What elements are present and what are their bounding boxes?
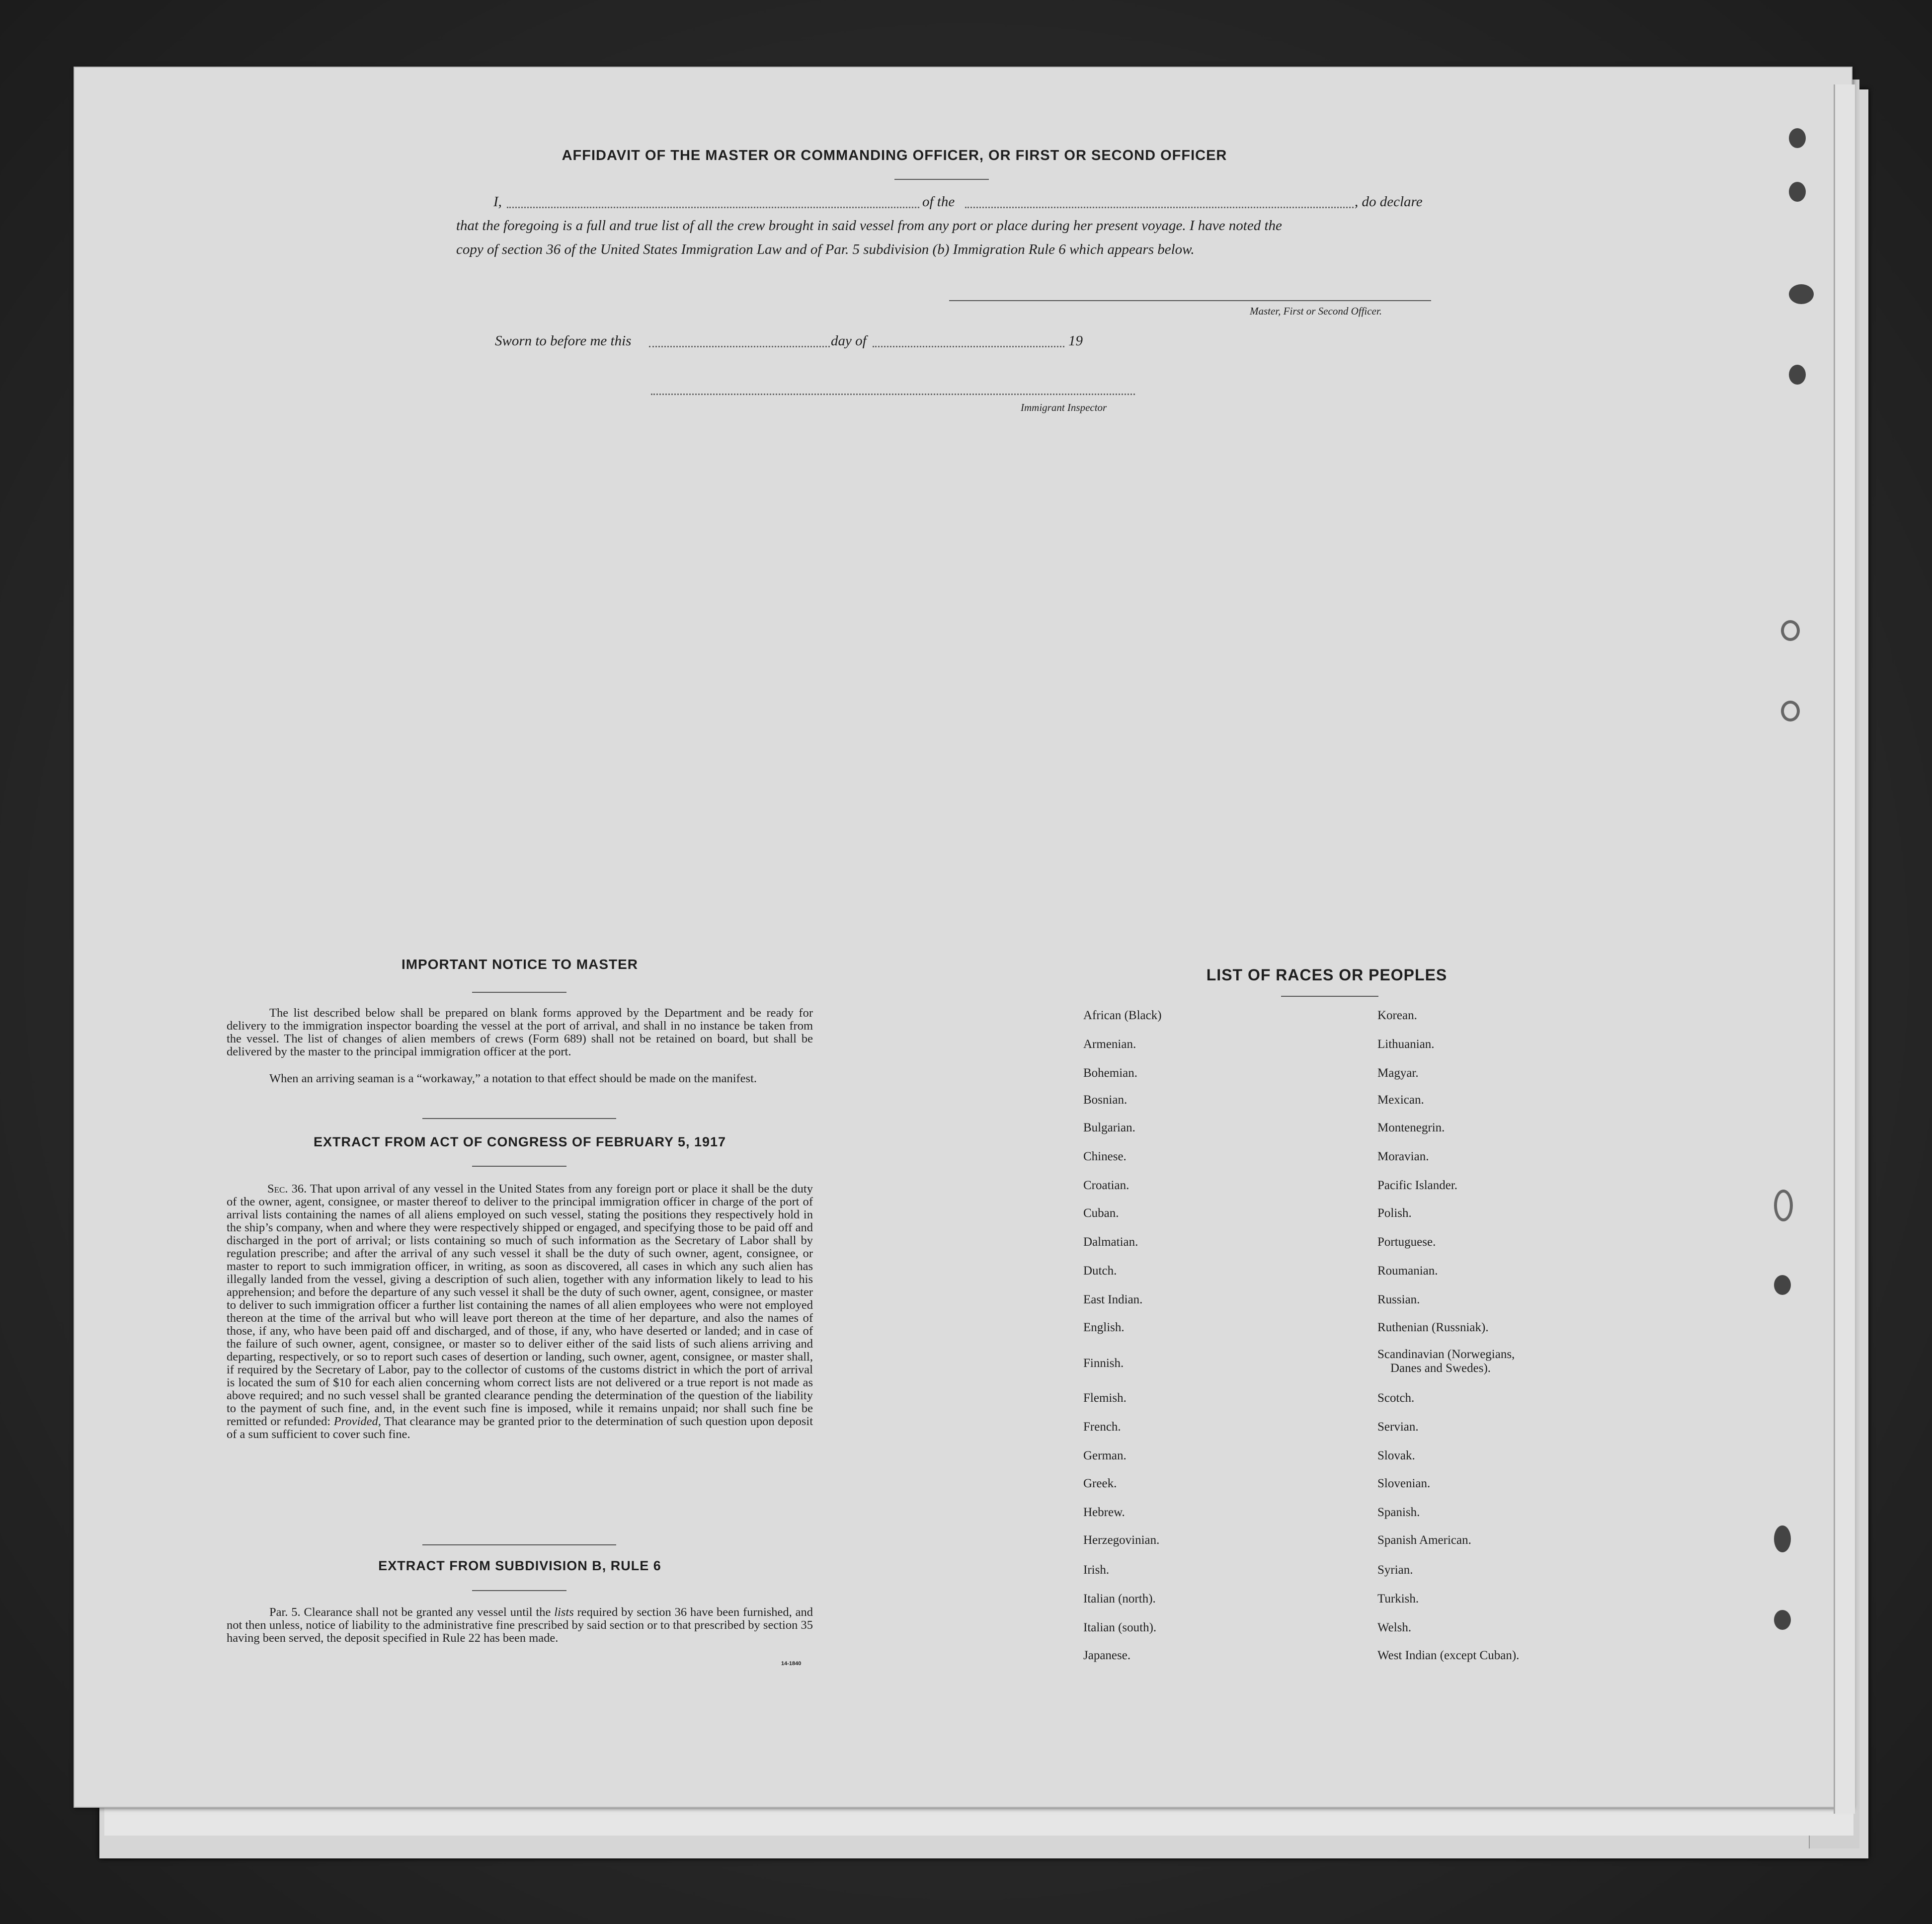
race-item: Pacific Islander. bbox=[1377, 1179, 1458, 1192]
day-of-label: day of bbox=[831, 333, 867, 349]
act-body-end: That clearance may be granted prior to the determination of such question upon deposit of a sum sufficient to cover such fine. bbox=[227, 1415, 813, 1441]
race-item-continuation: Danes and Swedes). bbox=[1390, 1362, 1491, 1375]
rule-text-start: Par. 5. Clearance shall not be granted any vessel until the bbox=[269, 1605, 551, 1619]
race-item: Moravian. bbox=[1377, 1150, 1429, 1163]
title-rule bbox=[894, 179, 989, 180]
provided-label: Provided, bbox=[333, 1415, 381, 1428]
vessel-name-line[interactable] bbox=[965, 193, 1354, 208]
race-item: Hebrew. bbox=[1083, 1506, 1125, 1519]
binder-ring-icon bbox=[1774, 1190, 1793, 1221]
binder-hole-icon bbox=[1774, 1525, 1791, 1552]
race-item: Japanese. bbox=[1083, 1649, 1131, 1662]
race-item: Italian (south). bbox=[1083, 1621, 1157, 1634]
race-item: German. bbox=[1083, 1449, 1127, 1462]
race-item: Bohemian. bbox=[1083, 1066, 1138, 1080]
rule-title: EXTRACT FROM SUBDIVISION B, RULE 6 bbox=[378, 1558, 661, 1573]
binder-hole-icon bbox=[1774, 1610, 1791, 1630]
act-title: EXTRACT FROM ACT OF CONGRESS OF FEBRUARY 5, 1917 bbox=[313, 1134, 726, 1149]
race-item: Dalmatian. bbox=[1083, 1235, 1138, 1249]
sworn-day-line[interactable] bbox=[649, 333, 830, 347]
year-prefix: 19 bbox=[1068, 333, 1083, 349]
race-item: Roumanian. bbox=[1377, 1264, 1438, 1278]
race-item: Slovenian. bbox=[1377, 1477, 1431, 1490]
race-item: Bosnian. bbox=[1083, 1093, 1127, 1107]
inspector-signature-line[interactable] bbox=[651, 381, 1135, 395]
lists-word: lists bbox=[554, 1605, 574, 1619]
section-label: Sec. 36. bbox=[267, 1182, 307, 1196]
affidavit-statement-line2: copy of section 36 of the United States Immigration Law and of Par. 5 subdivision (b) Immigration Rule 6 which appears below. bbox=[456, 241, 1195, 257]
manifest-page bbox=[74, 67, 1852, 1808]
race-item: Magyar. bbox=[1377, 1066, 1419, 1080]
notice-paragraph2: When an arriving seaman is a “workaway,” a notation to that effect should be made on the manifest. bbox=[269, 1072, 757, 1085]
act-top-rule bbox=[422, 1118, 616, 1119]
notice-title: IMPORTANT NOTICE TO MASTER bbox=[401, 957, 639, 972]
race-item: Bulgarian. bbox=[1083, 1121, 1135, 1134]
binder-hole-icon bbox=[1789, 182, 1806, 202]
race-item: Servian. bbox=[1377, 1420, 1419, 1434]
page-bottom-edge bbox=[104, 1806, 1853, 1836]
act-rule bbox=[472, 1166, 566, 1167]
binder-ring-icon bbox=[1781, 701, 1800, 722]
race-item: Ruthenian (Russniak). bbox=[1377, 1321, 1489, 1334]
rule-paragraph bbox=[227, 1606, 813, 1645]
officer-name-line[interactable] bbox=[507, 193, 919, 208]
race-item: Syrian. bbox=[1377, 1563, 1413, 1577]
sworn-label: Sworn to before me this bbox=[495, 333, 632, 349]
race-item: Lithuanian. bbox=[1377, 1038, 1435, 1051]
affidavit-of-the-label: of the bbox=[922, 194, 955, 210]
affidavit-statement-line1: that the foregoing is a full and true list of all the crew brought in said vessel from any port or place during her present voyage. I have noted the bbox=[456, 218, 1282, 234]
affidavit-do-declare: , do declare bbox=[1355, 194, 1423, 210]
binder-ring-icon bbox=[1781, 620, 1800, 641]
binder-hole-icon bbox=[1774, 1275, 1791, 1295]
race-item: Portuguese. bbox=[1377, 1235, 1436, 1249]
race-item: Montenegrin. bbox=[1377, 1121, 1445, 1134]
act-section-36-text bbox=[227, 1183, 813, 1441]
binder-hole-icon bbox=[1789, 365, 1806, 385]
act-body: That upon arrival of any vessel in the United States from any foreign port or place it shall be the duty of the owner, agent, consignee, or master thereof to deliver to the principal immigration officer in charge of the port of arrival lists containing the names of all aliens employed on such vessel, stating the positions they respectively hold in the ship’s company, when and where they were respectively shipped or engaged, and specifying those to be paid off and discharged in the port of arrival; or lists containing so much of such information as the Secretary of Labor shall by regulation prescribe; and after the arrival of any such vessel it shall be the duty of such owner, agent, consignee, or master to report to such immigration officer, in writing, as soon as discovered, all cases in which any such alien has illegally landed from the vessel, giving a description of such alien, together with any information likely to lead to his apprehension; and before the departure of any such vessel it shall be the duty of such owner, agent, consignee, or master to deliver to such immigration officer a further list containing the names of all alien employees who were not employed thereon at the time of the arrival but who will leave port thereon at the time of her departure, and also the names of those, if any, who have been paid off and discharged, and of those, if any, who have deserted or landed; and in case of the failure of such owner, agent, consignee, or master so to deliver either of the said lists of such aliens arriving and departing, respectively, or so to report such cases of desertion or landing, such owner, agent, consignee, or master shall, if required by the Secretary of Labor, pay to the collector of customs of the customs district in which the port of arrival is located the sum of $10 for each alien concerning whom correct lists are not delivered or a true report is not made as above required; and no such vessel shall be granted clearance pending the determination of the question of the liability to the payment of such fine, and, in the event such fine is imposed, while it remains unpaid; nor shall such fine be remitted or refunded: bbox=[227, 1182, 813, 1428]
race-item: Scotch. bbox=[1377, 1391, 1415, 1405]
races-rule bbox=[1281, 996, 1378, 997]
rule-rule bbox=[472, 1590, 566, 1591]
race-item: East Indian. bbox=[1083, 1293, 1143, 1306]
race-item: Spanish. bbox=[1377, 1506, 1420, 1519]
race-item: Korean. bbox=[1377, 1009, 1417, 1022]
master-signature-label: Master, First or Second Officer. bbox=[1250, 305, 1382, 317]
sworn-month-line[interactable] bbox=[873, 333, 1064, 347]
race-item: French. bbox=[1083, 1420, 1121, 1434]
master-signature-line[interactable] bbox=[949, 300, 1431, 301]
race-item: Flemish. bbox=[1083, 1391, 1127, 1405]
race-item: Cuban. bbox=[1083, 1206, 1119, 1220]
race-item: Dutch. bbox=[1083, 1264, 1117, 1278]
race-item: Greek. bbox=[1083, 1477, 1117, 1490]
race-item: Italian (north). bbox=[1083, 1592, 1156, 1605]
page-right-edge bbox=[1834, 84, 1855, 1814]
notice-paragraph1: The list described below shall be prepared on blank forms approved by the Department and be ready for delivery to the immigration inspector boarding the vessel at the port of arrival, and shall in no instance be taken from the vessel. The list of changes of alien members of crews (Form 689) shall not be retained on board, but shall be delivered by the master to the principal immigration officer at the port. bbox=[227, 1006, 813, 1058]
race-item: Spanish American. bbox=[1377, 1533, 1471, 1547]
race-item: Turkish. bbox=[1377, 1592, 1419, 1605]
race-item: English. bbox=[1083, 1321, 1125, 1334]
rule-top-rule bbox=[422, 1544, 616, 1545]
race-item: Slovak. bbox=[1377, 1449, 1415, 1462]
race-item: Chinese. bbox=[1083, 1150, 1127, 1163]
race-item: Herzegovinian. bbox=[1083, 1533, 1160, 1547]
race-item: Welsh. bbox=[1377, 1621, 1412, 1634]
rule-text-end: required by section 36 have been furnished, and not then unless, notice of liability to the administrative fine prescribed by said section or to that prescribed by section 35 having been served, the deposit specified in Rule 22 has been made. bbox=[227, 1605, 813, 1645]
notice-rule bbox=[472, 992, 566, 993]
form-number: 14-1840 bbox=[781, 1661, 802, 1667]
race-item: Mexican. bbox=[1377, 1093, 1424, 1107]
binder-clip-icon bbox=[1789, 284, 1814, 304]
race-item: African (Black) bbox=[1083, 1009, 1162, 1022]
race-item: Armenian. bbox=[1083, 1038, 1136, 1051]
affidavit-i-label: I, bbox=[493, 194, 502, 210]
race-item: Finnish. bbox=[1083, 1357, 1124, 1370]
race-item: Irish. bbox=[1083, 1563, 1110, 1577]
binder-hole-icon bbox=[1789, 128, 1806, 148]
race-item: West Indian (except Cuban). bbox=[1377, 1649, 1520, 1662]
race-item: Croatian. bbox=[1083, 1179, 1129, 1192]
inspector-label: Immigrant Inspector bbox=[1021, 401, 1107, 413]
races-title: LIST OF RACES OR PEOPLES bbox=[1206, 966, 1448, 984]
race-item: Scandinavian (Norwegians, bbox=[1377, 1348, 1515, 1361]
race-item: Polish. bbox=[1377, 1206, 1412, 1220]
race-item: Russian. bbox=[1377, 1293, 1420, 1306]
affidavit-title: AFFIDAVIT OF THE MASTER OR COMMANDING OFFICER, OR FIRST OR SECOND OFFICER bbox=[562, 148, 1227, 163]
